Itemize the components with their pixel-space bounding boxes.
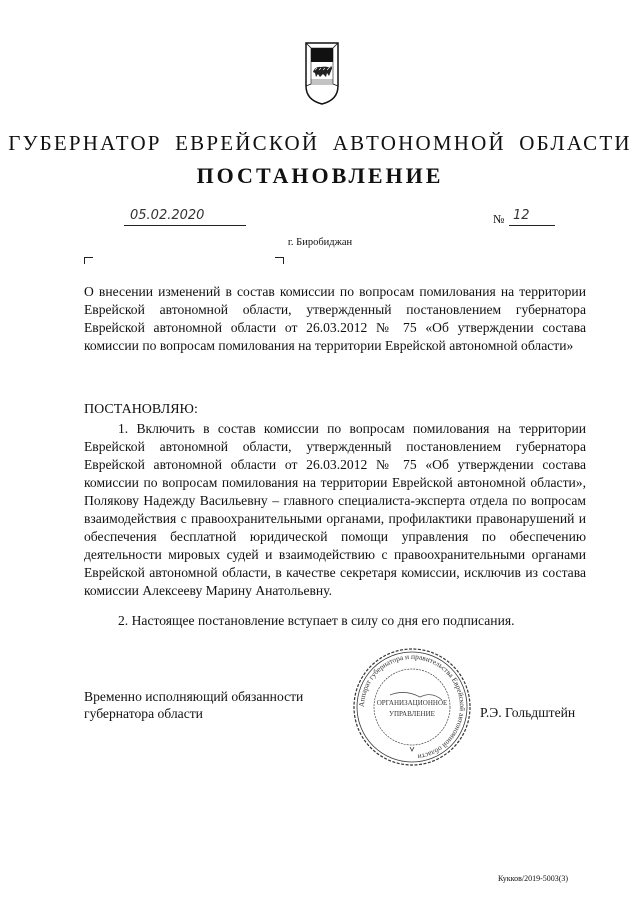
signer-position-line-2: губернатора области <box>84 706 203 721</box>
official-stamp <box>350 645 474 769</box>
coat-of-arms-emblem <box>303 40 341 106</box>
subject-bracket-left <box>84 257 93 264</box>
decree-word: ПОСТАНОВЛЯЮ: <box>84 402 198 417</box>
signer-position-line-1: Временно исполняющий обязанности <box>84 689 304 704</box>
document-subject: О внесении изменений в состав комиссии по вопросам помилования на территории Еврейской автономной области, утвержденный постановлением губернатора Еврейской автономной области от 26.03.2012 № 75 «Об утверждении состава комиссии по вопросам помилования на территории Еврейской автономной области» <box>84 284 586 353</box>
footer-code: Кукков/2019-5003(3) <box>498 874 569 883</box>
signer-name: Р.Э. Гольдштейн <box>480 705 576 720</box>
decree-item-1: 1. Включить в состав комиссии по вопросам помилования на территории Еврейской автономной области, утвержденный постановлением губернатора Еврейской автономной области от 26.03.2012 № 75 «Об утверждении состава комиссии по вопросам помилования на территории Еврейской автономной области», Полякову Надежду Васильевну – главного специалиста-эксперта отдела по вопросам взаимодействия с правоохранительными органами, профилактики правонарушений и обеспечения бесплатной юридической помощи управления по обеспечению деятельности мировых судей и взаимодействию с правоохранительными органами Еврейской автономной области, в качестве секретаря комиссии, исключив из состава комиссии Алексееву Марину Анатольевну. <box>84 421 586 598</box>
document-date-field: 05.02.2020 <box>124 207 246 226</box>
issuer-title: ГУБЕРНАТОР ЕВРЕЙСКОЙ АВТОНОМНОЙ ОБЛАСТИ <box>8 131 632 155</box>
document-type-heading: ПОСТАНОВЛЕНИЕ <box>196 163 444 188</box>
stamp-inner-line-1: ОРГАНИЗАЦИОННОЕ <box>376 699 448 707</box>
stamp-outer-text: Аппарат губернатора и правительства Еврейской автономной области <box>356 651 468 762</box>
signer-position <box>84 688 344 722</box>
number-label: № <box>493 212 505 226</box>
subject-bracket-right <box>275 257 284 264</box>
decree-item-2: 2. Настоящее постановление вступает в силу со дня его подписания. <box>118 613 515 628</box>
document-number-field: 12 <box>509 207 555 226</box>
city-line: г. Биробиджан <box>287 237 353 248</box>
stamp-inner-line-2: УПРАВЛЕНИЕ <box>389 710 435 718</box>
